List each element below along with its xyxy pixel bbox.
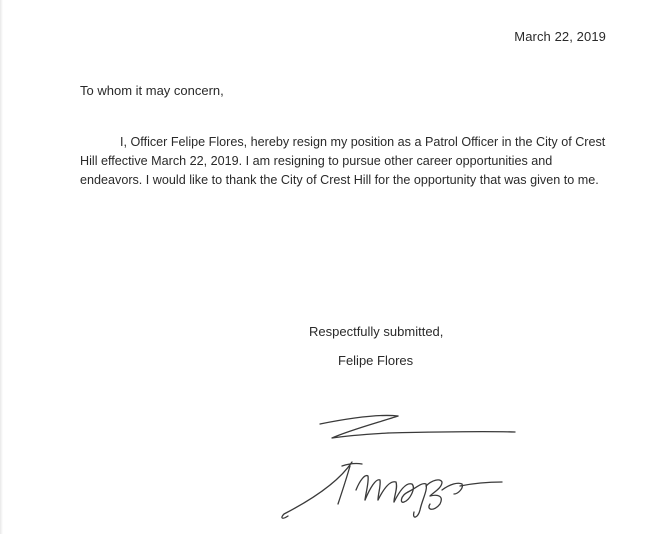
page-edge bbox=[0, 0, 3, 534]
resignation-paragraph: I, Officer Felipe Flores, hereby resign my position as a Patrol Officer in the City of Crest Hill effective March 22, 2019. I am resigning to pursue other career opportunities and endeavors. I would like to thank the City of Crest Hill for the opportunity that was given to me. bbox=[80, 135, 606, 187]
salutation: To whom it may concern, bbox=[80, 83, 224, 98]
handwritten-signature bbox=[270, 400, 530, 525]
letter-date: March 22, 2019 bbox=[514, 29, 606, 44]
printed-name: Felipe Flores bbox=[338, 353, 414, 368]
closing-line: Respectfully submitted, bbox=[309, 324, 444, 339]
